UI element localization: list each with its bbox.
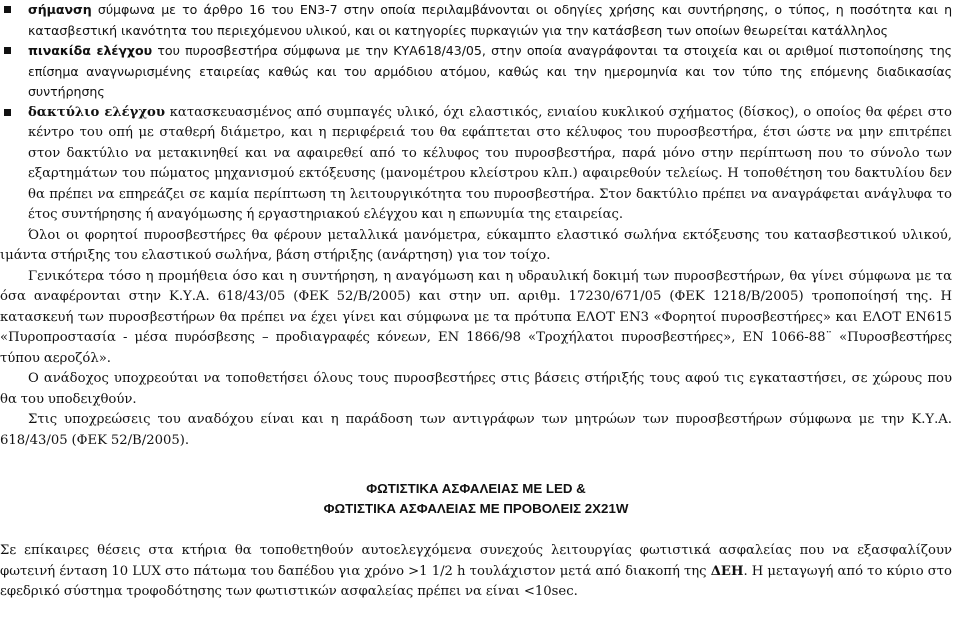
paragraph-regulations: Γενικότερα τόσο η προμήθεια όσο και η συντήρηση, η αναγόμωση και η υδραυλική δοκιμή των πυροσβεστήρων, θα γίνει σύμφωνα με τα όσα αναφέρονται στην Κ.Υ.Α. 618/43/05 (ΦΕΚ 52/Β/2005) και στην υπ. αριθμ. 17230/671/05 (ΦΕΚ 1218/Β/2005) τροποποίησή της. Η κατασκευή των πυροσβεστήρων θα πρέπει να έχει γίνει και σύμφωνα με τα πρότυπα ΕΛΟΤ ΕΝ3 «Φορητοί πυροσβεστήρες» και ΕΛΟΤ ΕΝ615 «Πυροπροστασία - μέσα πυρόσβεσης – προδιαγραφές κόνεων, ΕΝ 1866/98 «Τροχήλατοι πυροσβεστήρες», ΕΝ 1066-88¨ «Πυροσβεστήρες τύπου αεροζόλ». [0,268,952,366]
square-bullet-icon [4,109,11,116]
bullet-marking [0,0,952,41]
bullet-text: κατασκευασμένος από συμπαγές υλικό, όχι ελαστικός, ενιαίου κυκλικού σχήματος (δίσκος), ο οποίος θα φέρει στο κέντρο του οπή με σταθερή διάμετρο, και η περιφέρειά του θα εφάπτεται στο κέλυφος του πυροσβεστήρα, έτσι ώστε να μην επιτρέπει στον δακτύλιο να μετακινηθεί και να αφαιρεθεί από το κέλυφος του πυροσβεστήρα, παρά μόνο στην περίπτωση που το σύνολο των εξαρτημάτων του πώματος μηχανισμού εκτόξευσης (μανομέτρου κλείστρου κλπ.) αφαιρεθούν τελείως. Η τοποθέτηση του δακτυλίου δεν θα πρέπει να επηρεάζει σε καμία περίπτωση τη λειτουργικότητα του πυροσβεστήρα. Στον δακτύλιο πρέπει να αναγράφεται ανάγλυφα το έτος συντήρησης ή αναγόμωσης ή εργαστηριακού ελέγχου και η επωνυμία της εταιρείας. [28,104,952,222]
section-heading-line2: ΦΩΤΙΣΤΙΚΑ ΑΣΦΑΛΕΙΑΣ ΜΕ ΠΡΟΒΟΛΕΙΣ 2X21W [323,501,629,516]
paragraph-records: Στις υποχρεώσεις του αναδόχου είναι και η παράδοση των αντιγράφων των μητρώων των πυροσβεστήρων σύμφωνα με την Κ.Υ.Α. 618/43/05 (ΦΕΚ 52/Β/2005). [0,412,952,448]
section-text-end: . Η μεταγωγή από το κύριο στο εφεδρικό σύστημα τροφοδότησης των φωτιστικών ασφαλείας πρέπει να είναι <10sec. [0,563,952,599]
square-bullet-icon [4,47,11,54]
section-heading-line1: ΦΩΤΙΣΤΙΚΑ ΑΣΦΑΛΕΙΑΣ ΜΕ LED & [366,481,586,496]
paragraph-emergency-lights [0,541,952,603]
paragraph-installation: Ο ανάδοχος υποχρεούται να τοποθετήσει όλους τους πυροσβεστήρες στις βάσεις στήριξής τους αφού τις εγκαταστήσει, σε χώρους που θα του υποδειχθούν. [0,371,952,407]
bullet-term: δακτύλιο ελέγχου [28,104,165,120]
section-text-start: Σε επίκαιρες θέσεις στα κτήρια θα τοποθετηθούν αυτοελεγχόμενα συνεχούς λειτουργίας φωτιστικά ασφαλείας που να εξασφαλίζουν φωτεινή ένταση 10 LUX στο πάτωμα του δαπέδου για χρόνο >1 1/2 h τουλάχιστον μετά από διακοπή της [0,543,952,579]
paragraph-equipment: Όλοι οι φορητοί πυροσβεστήρες θα φέρουν μεταλλικά μανόμετρα, εύκαμπτο ελαστικό σωλήνα εκτόξευσης του κατασβεστικού υλικού, ιμάντα στήριξης του ελαστικού σωλήνα, βάση στήριξης (ανάρτηση) για τον τοίχο. [0,227,952,263]
square-bullet-icon [4,6,11,13]
bullet-term: σήμανση [28,2,92,17]
section-text-bold: ΔΕΗ [710,563,744,579]
bullet-inspection-plate [0,41,952,103]
bullet-term: πινακίδα ελέγχου [28,43,153,58]
bullet-control-ring [0,103,952,226]
bullet-text: του πυροσβεστήρα σύμφωνα με την ΚΥΑ618/43/05, στην οποία αναγράφονται τα στοιχεία και οι αριθμοί πιστοποίησης της επίσημα αναγνωρισμένης εταιρείας καθώς και του αρμόδιου ατόμου, καθώς και την ημερομηνία και τον τύπο της επόμενης διαδικασίας συντήρησης [28,43,952,99]
bullet-text: σύμφωνα με το άρθρο 16 του EN3-7 στην οποία περιλαμβάνονται οι οδηγίες χρήσης και συντήρησης, ο τύπος, η ποσότητα και η κατασβεστική ικανότητα του περιεχόμενου υλικού, και οι κατηγορίες πυρκαγιών για την κατάσβεση των οποίων θεωρείται κατάλληλος [28,2,952,38]
